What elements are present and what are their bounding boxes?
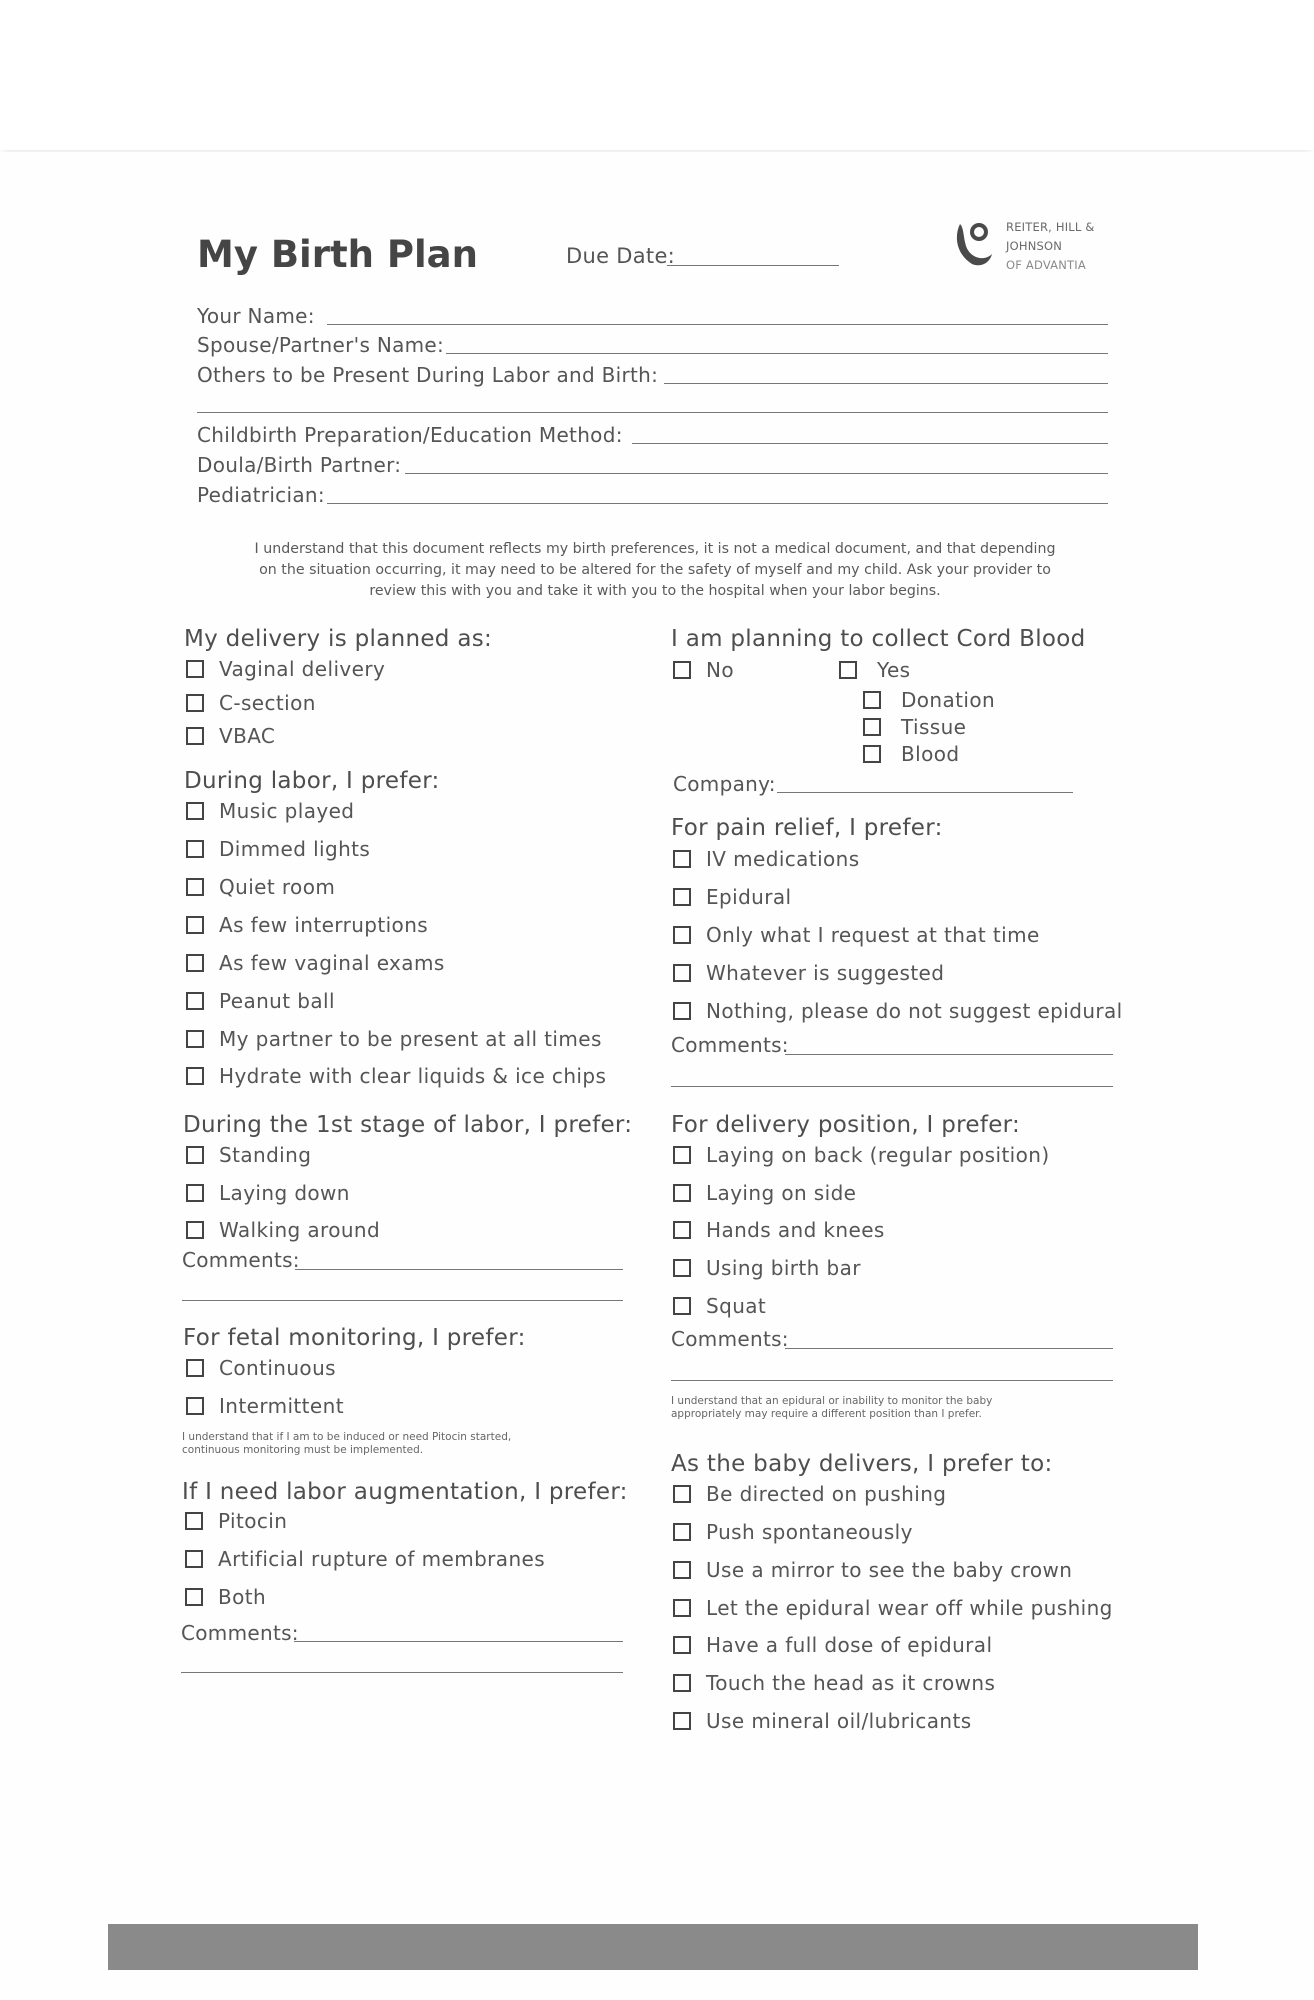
checkbox-icon[interactable]: [673, 1002, 691, 1020]
checkbox-icon[interactable]: [673, 661, 691, 679]
first-stage-comments-label: Comments:: [182, 1248, 300, 1272]
checkbox-icon[interactable]: [186, 1067, 204, 1085]
cord-blood-sub-option[interactable]: Tissue: [863, 715, 966, 739]
logo-line-2: JOHNSON: [1006, 239, 1063, 253]
labor-option[interactable]: Peanut ball: [186, 989, 335, 1013]
checkbox-icon[interactable]: [673, 1485, 691, 1503]
fetal-note-line-2: continuous monitoring must be implemented.: [182, 1444, 424, 1456]
baby-delivers-heading: As the baby delivers, I prefer to:: [671, 1451, 1053, 1477]
doula-field[interactable]: [405, 473, 1108, 474]
pain-relief-option[interactable]: Only what I request at that time: [673, 923, 1040, 947]
checkbox-icon[interactable]: [186, 1359, 204, 1377]
labor-option[interactable]: Dimmed lights: [186, 837, 370, 861]
delivery-option[interactable]: VBAC: [186, 724, 275, 748]
pain-relief-comments-label: Comments:: [671, 1033, 789, 1057]
augmentation-heading: If I need labor augmentation, I prefer:: [182, 1479, 628, 1505]
company-label: Company:: [673, 772, 776, 796]
position-option[interactable]: Laying on back (regular position): [673, 1143, 1050, 1167]
fetal-note: [182, 1431, 511, 1457]
labor-option[interactable]: Hydrate with clear liquids & ice chips: [186, 1064, 606, 1088]
fetal-note-line-1: I understand that if I am to be induced or need Pitocin started,: [182, 1431, 512, 1443]
pain-relief-option[interactable]: Nothing, please do not suggest epidural: [673, 999, 1123, 1023]
checkbox-icon[interactable]: [673, 888, 691, 906]
baby-delivers-option[interactable]: Have a full dose of epidural: [673, 1633, 992, 1657]
checkbox-icon[interactable]: [673, 926, 691, 944]
checkbox-icon[interactable]: [186, 727, 204, 745]
cord-blood-heading: I am planning to collect Cord Blood: [671, 626, 1086, 652]
checkbox-icon[interactable]: [186, 802, 204, 820]
checkbox-icon[interactable]: [186, 1030, 204, 1048]
checkbox-icon[interactable]: [185, 1512, 203, 1530]
checkbox-icon[interactable]: [186, 660, 204, 678]
augmentation-option[interactable]: Pitocin: [185, 1509, 287, 1533]
checkbox-icon[interactable]: [186, 992, 204, 1010]
your-name-label: Your Name:: [197, 304, 315, 328]
others-present-label: Others to be Present During Labor and Birth:: [197, 363, 659, 387]
disclaimer: [180, 539, 1130, 602]
partner-name-field[interactable]: [446, 353, 1108, 354]
cord-blood-yes-option[interactable]: Yes: [839, 658, 911, 682]
education-method-field[interactable]: [632, 443, 1108, 444]
checkbox-icon[interactable]: [185, 1550, 203, 1568]
baby-delivers-option[interactable]: Touch the head as it crowns: [673, 1671, 995, 1695]
checkbox-icon[interactable]: [186, 840, 204, 858]
pediatrician-field[interactable]: [327, 503, 1108, 504]
logo-name: [1006, 218, 1095, 275]
checkbox-icon[interactable]: [673, 1184, 691, 1202]
fetal-option[interactable]: Intermittent: [186, 1394, 344, 1418]
first-stage-option[interactable]: Laying down: [186, 1181, 350, 1205]
position-comments-label: Comments:: [671, 1327, 789, 1351]
position-note-line-2: appropriately may require a different position than I prefer.: [671, 1408, 982, 1420]
position-comments-field[interactable]: [785, 1348, 1113, 1349]
delivery-option[interactable]: C-section: [186, 691, 316, 715]
pediatrician-label: Pediatrician:: [197, 483, 325, 507]
augmentation-comments-field-line-2[interactable]: [181, 1672, 623, 1673]
checkbox-icon[interactable]: [186, 954, 204, 972]
logo-line-1: REITER, HILL &: [1006, 220, 1095, 234]
pain-relief-option[interactable]: Epidural: [673, 885, 792, 909]
birth-plan-page: [0, 152, 1314, 2000]
fetal-option[interactable]: Continuous: [186, 1356, 336, 1380]
checkbox-icon[interactable]: [186, 1146, 204, 1164]
cord-blood-sub-option[interactable]: Blood: [863, 742, 959, 766]
baby-delivers-option[interactable]: Use mineral oil/lubricants: [673, 1709, 972, 1733]
pain-relief-option[interactable]: IV medications: [673, 847, 860, 871]
cord-blood-sub-option[interactable]: Donation: [863, 688, 995, 712]
checkbox-icon[interactable]: [186, 916, 204, 934]
position-option[interactable]: Laying on side: [673, 1181, 856, 1205]
checkbox-icon[interactable]: [186, 1184, 204, 1202]
labor-heading: During labor, I prefer:: [184, 768, 440, 794]
company-field[interactable]: [777, 792, 1073, 793]
your-name-field[interactable]: [327, 324, 1108, 325]
checkbox-icon[interactable]: [839, 661, 857, 679]
checkbox-icon[interactable]: [863, 718, 881, 736]
pain-relief-comments-field-line-2[interactable]: [671, 1086, 1113, 1087]
delivery-option[interactable]: Vaginal delivery: [186, 657, 385, 681]
page-title: My Birth Plan: [197, 233, 478, 276]
disclaimer-line-2: on the situation occurring, it may need to be altered for the safety of myself and my child. Ask your provider to: [259, 562, 1051, 578]
checkbox-icon[interactable]: [673, 1561, 691, 1579]
augmentation-comments-field[interactable]: [294, 1641, 623, 1642]
checkbox-icon[interactable]: [186, 878, 204, 896]
fetal-heading: For fetal monitoring, I prefer:: [183, 1325, 526, 1351]
due-date-label: Due Date:: [566, 244, 676, 268]
first-stage-comments-field[interactable]: [295, 1269, 623, 1270]
top-band: [0, 0, 1314, 150]
first-stage-comments-field-line-2[interactable]: [182, 1300, 623, 1301]
augmentation-comments-label: Comments:: [181, 1621, 299, 1645]
labor-option[interactable]: As few vaginal exams: [186, 951, 445, 975]
first-stage-option[interactable]: Walking around: [186, 1218, 380, 1242]
pain-relief-heading: For pain relief, I prefer:: [671, 815, 943, 841]
checkbox-icon[interactable]: [673, 1523, 691, 1541]
checkbox-icon[interactable]: [673, 964, 691, 982]
checkbox-icon[interactable]: [186, 694, 204, 712]
baby-delivers-option[interactable]: Let the epidural wear off while pushing: [673, 1596, 1113, 1620]
logo-line-3: OF ADVANTIA: [1006, 258, 1086, 272]
labor-option[interactable]: Quiet room: [186, 875, 335, 899]
disclaimer-line-1: I understand that this document reflects my birth preferences, it is not a medical document, and that depending: [254, 541, 1056, 557]
footer-bar: [108, 1924, 1198, 1970]
pain-relief-option[interactable]: Whatever is suggested: [673, 961, 944, 985]
partner-name-label: Spouse/Partner's Name:: [197, 333, 445, 357]
cord-blood-no-option[interactable]: No: [673, 658, 734, 682]
education-method-label: Childbirth Preparation/Education Method:: [197, 423, 623, 447]
checkbox-icon[interactable]: [863, 691, 881, 709]
checkbox-icon[interactable]: [673, 1712, 691, 1730]
baby-delivers-option[interactable]: Push spontaneously: [673, 1520, 913, 1544]
augmentation-option[interactable]: Both: [185, 1585, 266, 1609]
pain-relief-comments-field[interactable]: [785, 1054, 1113, 1055]
disclaimer-line-3: review this with you and take it with you to the hospital when your labor begins.: [369, 583, 941, 599]
others-present-field[interactable]: [664, 383, 1108, 384]
labor-option[interactable]: My partner to be present at all times: [186, 1027, 602, 1051]
labor-option[interactable]: As few interruptions: [186, 913, 428, 937]
augmentation-option[interactable]: Artificial rupture of membranes: [185, 1547, 545, 1571]
checkbox-icon[interactable]: [186, 1397, 204, 1415]
first-stage-option[interactable]: Standing: [186, 1143, 311, 1167]
position-option[interactable]: Using birth bar: [673, 1256, 861, 1280]
position-option[interactable]: Hands and knees: [673, 1218, 885, 1242]
checkbox-icon[interactable]: [673, 1636, 691, 1654]
checkbox-icon[interactable]: [673, 1221, 691, 1239]
checkbox-icon[interactable]: [185, 1588, 203, 1606]
doula-label: Doula/Birth Partner:: [197, 453, 402, 477]
checkbox-icon[interactable]: [673, 1259, 691, 1277]
first-stage-heading: During the 1st stage of labor, I prefer:: [183, 1112, 633, 1138]
position-note: [671, 1395, 992, 1421]
checkbox-icon[interactable]: [673, 1674, 691, 1692]
practice-logo-icon: [952, 218, 998, 270]
checkbox-icon[interactable]: [673, 1297, 691, 1315]
checkbox-icon[interactable]: [863, 745, 881, 763]
labor-option[interactable]: Music played: [186, 799, 354, 823]
baby-delivers-option[interactable]: Be directed on pushing: [673, 1482, 946, 1506]
baby-delivers-option[interactable]: Use a mirror to see the baby crown: [673, 1558, 1072, 1582]
position-comments-field-line-2[interactable]: [671, 1380, 1113, 1381]
others-present-field-line-2[interactable]: [197, 412, 1108, 413]
checkbox-icon[interactable]: [673, 850, 691, 868]
position-heading: For delivery position, I prefer:: [671, 1112, 1021, 1138]
position-option[interactable]: Squat: [673, 1294, 766, 1318]
checkbox-icon[interactable]: [673, 1599, 691, 1617]
position-note-line-1: I understand that an epidural or inability to monitor the baby: [671, 1395, 993, 1407]
checkbox-icon[interactable]: [186, 1221, 204, 1239]
delivery-heading: My delivery is planned as:: [184, 626, 493, 652]
due-date-field[interactable]: [667, 265, 839, 266]
checkbox-icon[interactable]: [673, 1146, 691, 1164]
